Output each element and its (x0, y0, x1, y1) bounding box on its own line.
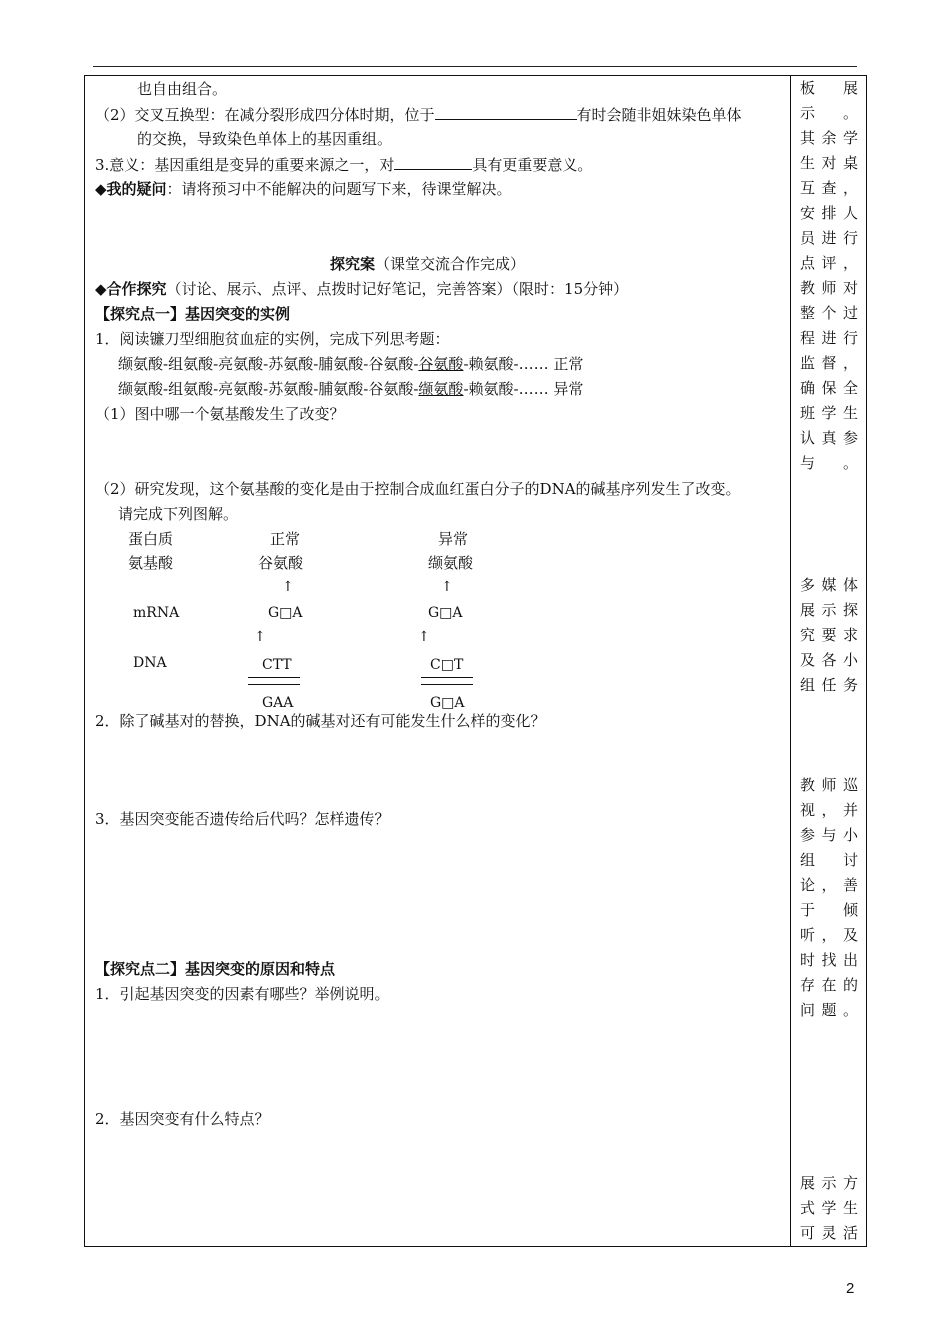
dna-strand-line (421, 684, 473, 685)
dna-strand-line (248, 677, 300, 678)
point1-question1: 1．阅读镰刀型细胞贫血症的实例，完成下列思考题： (95, 330, 450, 348)
text-meaning: 3.意义：基因重组是变异的重要来源之一，对 具有更重要意义。 (95, 156, 593, 174)
diagram-dna-normal-bottom: GAA (262, 695, 294, 711)
diagram-label-normal: 正常 (270, 530, 301, 548)
lesson-table (84, 75, 867, 1247)
up-arrow-icon: ↑ (254, 629, 266, 645)
side-note-teacher: 教师巡 视，并 参与小 组 讨 论，善 于 倾 听，及 时找出 存在的 问题。 (800, 776, 858, 1019)
up-arrow-icon: ↑ (418, 629, 430, 645)
point1-sub2-cont: 请完成下列图解。 (118, 505, 239, 523)
point2-title: 【探究点二】基因突变的原因和特点 (95, 960, 336, 978)
diagram-aa-normal: 谷氨酸 (258, 554, 304, 572)
sequence-normal: 缬氨酸-组氨酸-亮氨酸-苏氨酸-脯氨酸-谷氨酸-谷氨酸-赖氨酸-…… 正常 (118, 355, 584, 373)
point1-title: 【探究点一】基因突变的实例 (95, 305, 291, 323)
up-arrow-icon: ↑ (441, 579, 453, 595)
side-note-presentation: 板 展 示。 其余学 生对桌 互查， 安排人 员进行 点评， 教师对 整个过 程进行 监督， 确保全 班学生 认真参 与。 (800, 79, 858, 472)
diagram-label-protein: 蛋白质 (128, 530, 174, 548)
text-crossover-cont: 的交换，导致染色单体上的基因重组。 (137, 130, 393, 148)
fill-blank[interactable] (394, 155, 472, 170)
text-my-question: ◆我的疑问：请将预习中不能解决的问题写下来，待课堂解决。 (95, 180, 512, 198)
column-divider (790, 75, 791, 1247)
side-note-multimedia: 多媒体 展示探 究要求 及各小 组任务 (800, 576, 858, 694)
point1-question2: 2．除了碱基对的替换，DNA的碱基对还有可能发生什么样的变化？ (95, 712, 546, 730)
side-note-display: 展示方 式学生 可灵活 (800, 1174, 858, 1242)
page-number: 2 (846, 1280, 855, 1297)
sequence-abnormal: 缬氨酸-组氨酸-亮氨酸-苏氨酸-脯氨酸-谷氨酸-缬氨酸-赖氨酸-…… 异常 (118, 380, 584, 398)
diagram-label-mrna: mRNA (133, 605, 180, 621)
diagram-mrna-abnormal: G□A (428, 605, 463, 621)
text-crossover: （2）交叉互换型：在减分裂形成四分体时期，位于 有时会随非姐妹染色单体 (95, 106, 742, 124)
section-title: 探究案（课堂交流合作完成） (330, 255, 526, 273)
diagram-dna-abnormal-top: C□T (430, 657, 464, 673)
up-arrow-icon: ↑ (282, 579, 294, 595)
dna-strand-line (421, 677, 473, 678)
diagram-label-dna: DNA (133, 655, 167, 671)
diagram-label-amino-acid: 氨基酸 (128, 554, 174, 572)
diagram-dna-abnormal-bottom: G□A (430, 695, 465, 711)
fill-blank[interactable] (435, 105, 577, 120)
point2-question1: 1．引起基因突变的因素有哪些？举例说明。 (95, 985, 390, 1003)
point1-sub1: （1）图中哪一个氨基酸发生了改变？ (95, 405, 345, 423)
diagram-dna-normal-top: CTT (262, 657, 292, 673)
point2-question2: 2．基因突变有什么特点？ (95, 1110, 270, 1128)
text-free-combination: 也自由组合。 (137, 80, 228, 98)
point1-sub2: （2）研究发现，这个氨基酸的变化是由于控制合成血红蛋白分子的DNA的碱基序列发生了改变。 (95, 480, 741, 498)
diagram-aa-abnormal: 缬氨酸 (428, 554, 474, 572)
header-rule (93, 66, 857, 67)
point1-question3: 3．基因突变能否遗传给后代吗？怎样遗传？ (95, 810, 390, 828)
dna-strand-line (248, 684, 300, 685)
text-cooperation: ◆合作探究（讨论、展示、点评、点拨时记好笔记，完善答案）（限时：15分钟） (95, 280, 629, 298)
diagram-mrna-normal: G□A (268, 605, 303, 621)
diagram-label-abnormal: 异常 (438, 530, 469, 548)
